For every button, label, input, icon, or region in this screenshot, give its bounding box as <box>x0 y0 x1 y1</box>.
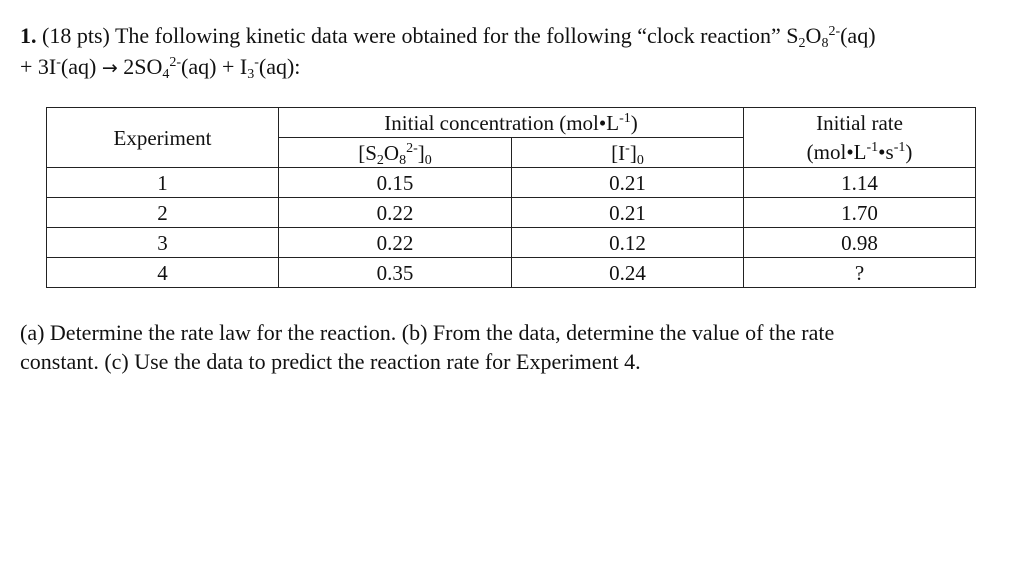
iodide-concentration: 0.24 <box>512 258 744 288</box>
initial-rate: 1.14 <box>744 168 976 198</box>
persulfate-concentration: 0.15 <box>279 168 512 198</box>
table-row <box>47 228 976 258</box>
question-line-2: constant. (c) Use the data to predict the reaction rate for Experiment 4. <box>20 349 641 374</box>
initial-rate: 0.98 <box>744 228 976 258</box>
question-line-1: (a) Determine the rate law for the reaction. (b) From the data, determine the value of the rate <box>20 320 835 345</box>
reactant-persulfate: $S_2O_8^{2-}(aq)$ <box>786 23 876 51</box>
kinetic-data-table <box>46 107 976 288</box>
iodide-concentration: 0.21 <box>512 168 744 198</box>
initial-concentration-header: Initial concentration $(mol•L^{-1})$ <box>279 108 744 138</box>
iodide-concentration: 0.12 <box>512 228 744 258</box>
table-row <box>47 258 976 288</box>
initial-rate: 1.70 <box>744 198 976 228</box>
question-parts <box>20 318 1010 376</box>
experiment-number: 1 <box>47 168 279 198</box>
experiment-number: 4 <box>47 258 279 288</box>
rate-units-header: $(mol•L^{-1}•s^{-1})$ <box>744 138 976 168</box>
table-row <box>47 168 976 198</box>
table-row <box>47 198 976 228</box>
reactant-iodide: + 3I-(aq) <box>20 54 102 79</box>
persulfate-concentration: 0.35 <box>279 258 512 288</box>
initial-rate-header: Initial rate <box>744 108 976 138</box>
problem-points: (18 pts) <box>42 23 110 48</box>
problem-statement <box>20 20 1010 84</box>
iodide-concentration: 0.21 <box>512 198 744 228</box>
experiment-number: 3 <box>47 228 279 258</box>
persulfate-column-header: $[S_2O_8^{2-}]_0$ <box>279 138 512 168</box>
persulfate-concentration: 0.22 <box>279 228 512 258</box>
problem-number: 1. <box>20 23 37 48</box>
initial-rate: ? <box>744 258 976 288</box>
reaction-arrow: → <box>101 57 118 79</box>
problem-intro: The following kinetic data were obtained for the following “clock reaction” <box>114 23 787 48</box>
experiment-number: 2 <box>47 198 279 228</box>
table-header-row-1 <box>47 108 976 138</box>
persulfate-concentration: 0.22 <box>279 198 512 228</box>
iodide-column-header: $[I^-]_0$ <box>512 138 744 168</box>
experiment-header: Experiment <box>47 108 279 168</box>
products: $2SO_4^{2-}(aq) + I_3^-(aq)$: <box>117 54 301 82</box>
